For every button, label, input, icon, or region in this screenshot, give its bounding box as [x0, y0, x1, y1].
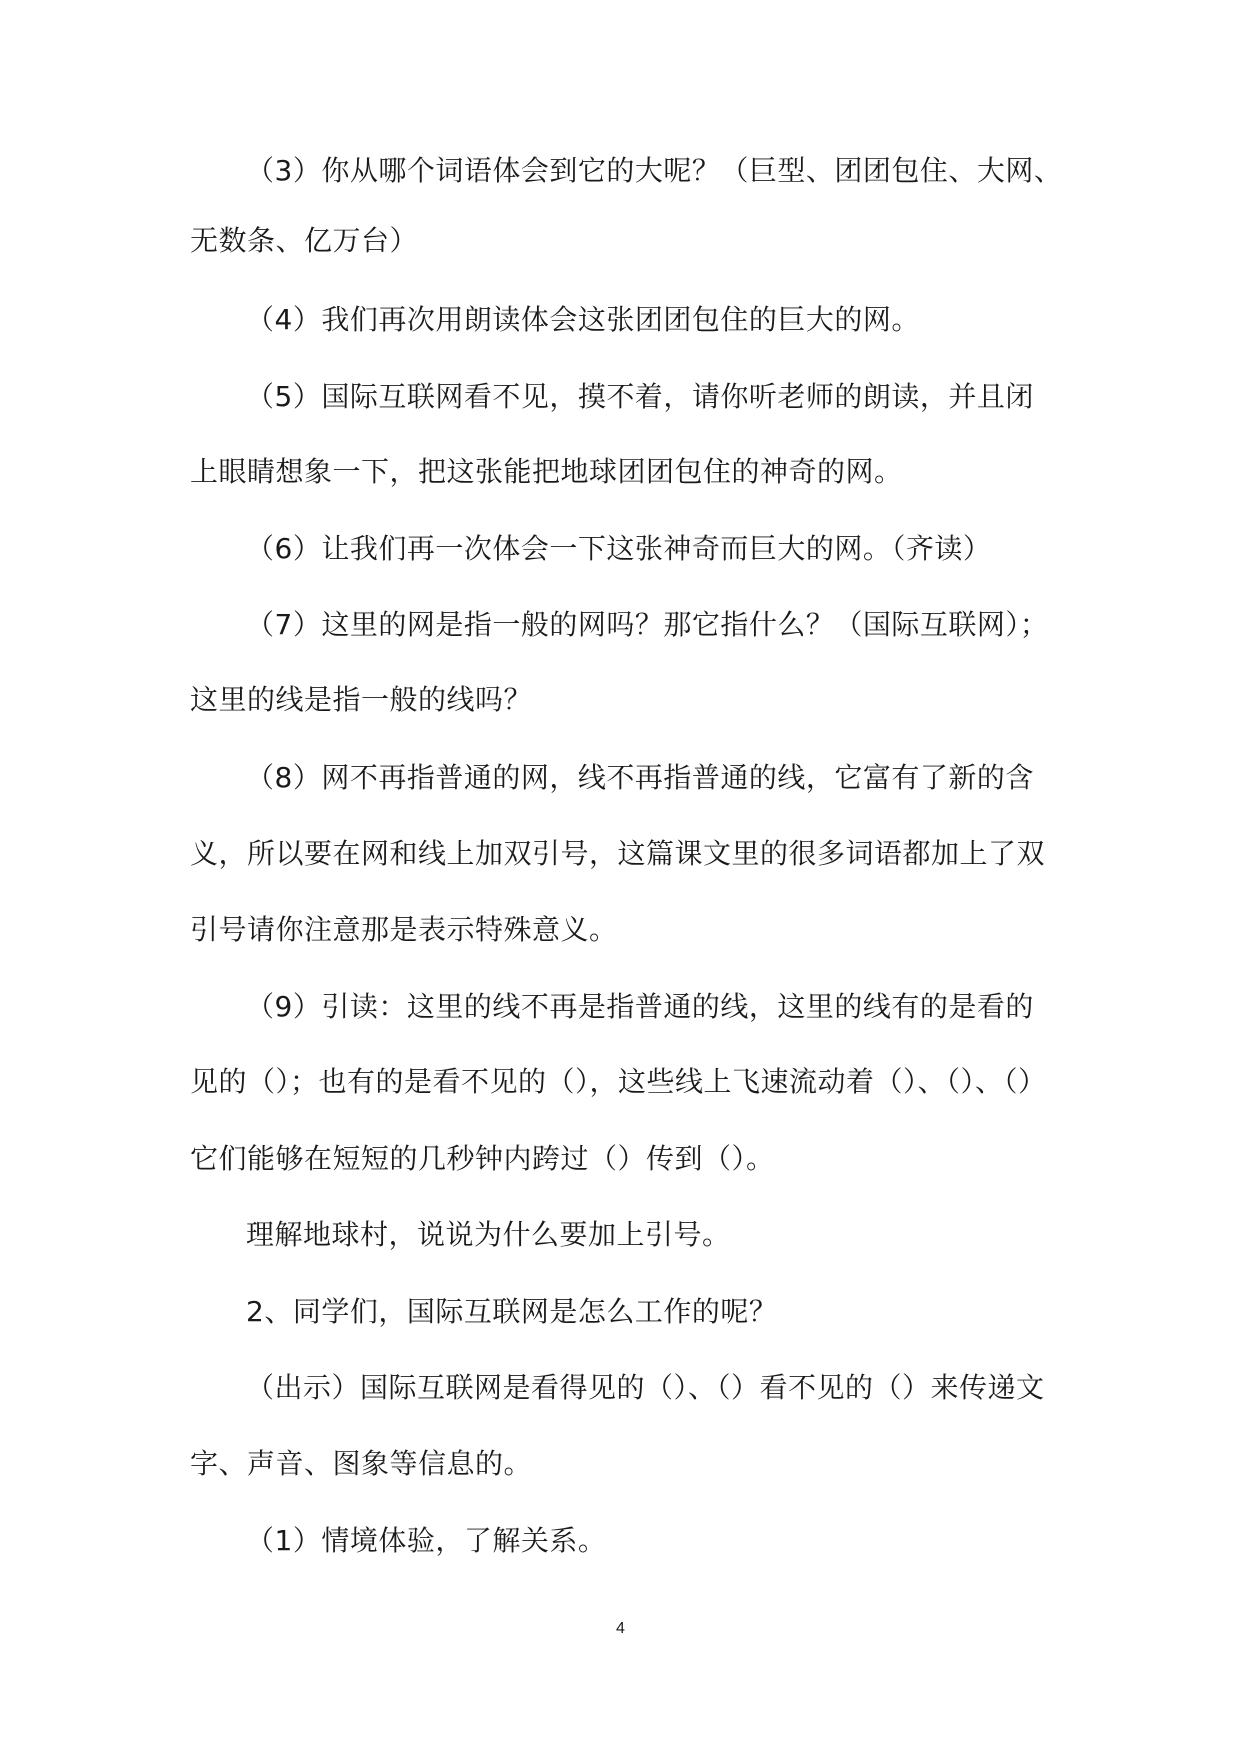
paragraph-line: （3）你从哪个词语体会到它的大呢？（巨型、团团包住、大网、: [246, 154, 1063, 187]
paragraph-line: （5）国际互联网看不见，摸不着，请你听老师的朗读，并且闭: [246, 380, 1034, 413]
paragraph-line: （1）情境体验，了解关系。: [246, 1524, 607, 1557]
paragraph-line: （出示）国际互联网是看得见的（）、（）看不见的（）来传递文: [246, 1371, 1045, 1404]
paragraph-line: 见的（）；也有的是看不见的（），这些线上飞速流动着（）、（）、（）: [190, 1065, 1047, 1098]
page-number: 4: [616, 1620, 625, 1637]
paragraph-line: 上眼睛想象一下，把这张能把地球团团包住的神奇的网。: [190, 455, 903, 488]
paragraph-line: （4）我们再次用朗读体会这张团团包住的巨大的网。: [246, 303, 920, 336]
paragraph-line: 2、同学们，国际互联网是怎么工作的呢？: [246, 1295, 778, 1328]
paragraph-line: （8）网不再指普通的网，线不再指普通的线，它富有了新的含: [246, 761, 1034, 794]
paragraph-line: 这里的线是指一般的线吗？: [190, 683, 533, 716]
paragraph-line: （9）引读：这里的线不再是指普通的线，这里的线有的是看的: [246, 990, 1034, 1023]
paragraph-line: 理解地球村，说说为什么要加上引号。: [246, 1218, 731, 1251]
paragraph-line: （6）让我们再一次体会一下这张神奇而巨大的网。（齐读）: [246, 532, 992, 565]
paragraph-line: 无数条、亿万台）: [190, 224, 419, 257]
paragraph-line: 义，所以要在网和线上加双引号，这篇课文里的很多词语都加上了双: [190, 837, 1046, 870]
paragraph-line: 字、声音、图象等信息的。: [190, 1447, 533, 1480]
paragraph-line: 它们能够在短短的几秒钟内跨过（）传到（）。: [190, 1142, 775, 1175]
paragraph-line: （7）这里的网是指一般的网吗？那它指什么？（国际互联网）；: [246, 608, 1049, 641]
paragraph-line: 引号请你注意那是表示特殊意义。: [190, 913, 618, 946]
